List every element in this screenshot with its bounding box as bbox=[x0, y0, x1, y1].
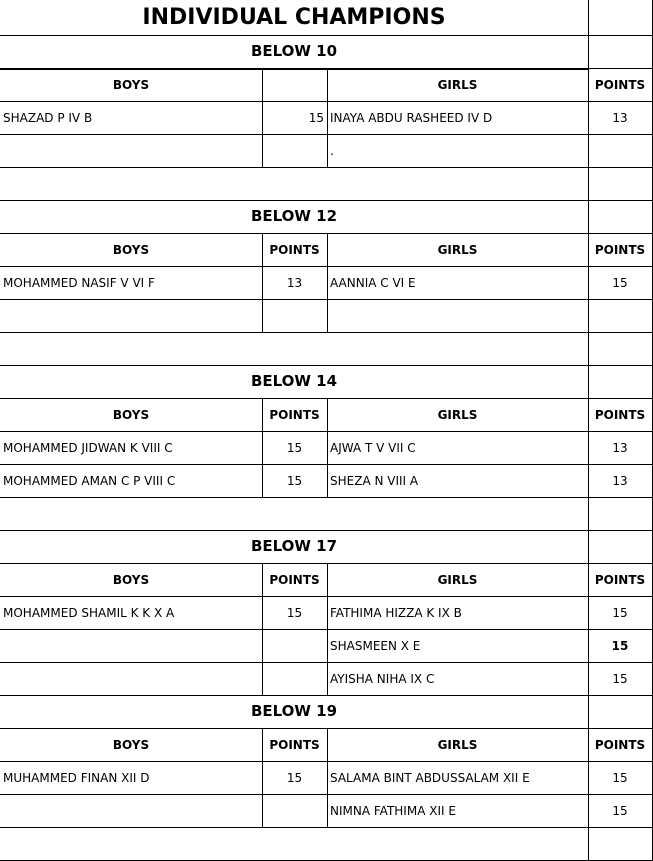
boys-points-header: POINTS bbox=[269, 572, 320, 587]
boy-name bbox=[0, 662, 262, 695]
boys-header: BOYS bbox=[112, 407, 150, 422]
row-divider bbox=[0, 827, 653, 828]
boys-points-header bbox=[262, 68, 327, 101]
boy-points: 15 bbox=[286, 770, 303, 785]
boy-name bbox=[0, 794, 262, 827]
girl-points: 15 bbox=[612, 671, 628, 686]
girl-points: 13 bbox=[612, 473, 628, 488]
boy-name: MOHAMMED NASIF V VI F bbox=[3, 275, 155, 290]
section-label: BELOW 17 bbox=[250, 537, 338, 555]
boy-name: MOHAMMED JIDWAN K VIII C bbox=[3, 440, 173, 455]
girl-name: FATHIMA HIZZA K IX B bbox=[330, 605, 462, 620]
boys-header: BOYS bbox=[112, 242, 150, 257]
girl-name: NIMNA FATHIMA XII E bbox=[330, 803, 456, 818]
boy-points: 15 bbox=[286, 473, 303, 488]
boy-points bbox=[262, 794, 327, 827]
girls-header: GIRLS bbox=[437, 572, 478, 587]
girl-name: SHEZA N VIII A bbox=[330, 473, 419, 488]
girl-points: 13 bbox=[612, 440, 628, 455]
girls-points-header: POINTS bbox=[594, 77, 646, 92]
page-title: INDIVIDUAL CHAMPIONS bbox=[142, 4, 446, 30]
girls-header: GIRLS bbox=[437, 737, 478, 752]
girl-name: AYISHA NIHA IX C bbox=[330, 671, 435, 686]
boys-points-header: POINTS bbox=[269, 737, 320, 752]
girl-points: 15 bbox=[612, 770, 628, 785]
boy-name: MUHAMMED FINAN XII D bbox=[3, 770, 150, 785]
boy-points bbox=[262, 134, 327, 167]
boy-points: 15 bbox=[286, 605, 303, 620]
boy-name: MOHAMMED AMAN C P VIII C bbox=[3, 473, 176, 488]
girl-points: 15 bbox=[611, 638, 629, 653]
row-divider bbox=[0, 497, 653, 498]
boys-header: BOYS bbox=[112, 77, 150, 92]
boy-name bbox=[0, 629, 262, 662]
boys-points-header: POINTS bbox=[269, 242, 320, 257]
girl-name: AANNIA C VI E bbox=[330, 275, 416, 290]
boy-points: 15 bbox=[286, 440, 303, 455]
row-divider bbox=[0, 167, 653, 168]
girl-points: 15 bbox=[612, 275, 628, 290]
girl-name: SHASMEEN X E bbox=[330, 638, 421, 653]
section-label: BELOW 10 bbox=[250, 42, 338, 60]
girls-points-header: POINTS bbox=[594, 572, 646, 587]
girl-name: INAYA ABDU RASHEED IV D bbox=[330, 110, 493, 125]
boy-points bbox=[262, 629, 327, 662]
girl-points: 15 bbox=[612, 803, 628, 818]
girl-name bbox=[327, 299, 588, 332]
section-label: BELOW 14 bbox=[250, 372, 338, 390]
section-label: BELOW 19 bbox=[250, 702, 338, 720]
girl-points bbox=[588, 299, 652, 332]
boy-name: MOHAMMED SHAMIL K K X A bbox=[3, 605, 175, 620]
girls-points-header: POINTS bbox=[594, 242, 646, 257]
boy-points bbox=[262, 299, 327, 332]
girls-points-header: POINTS bbox=[594, 407, 646, 422]
girl-name: . bbox=[330, 143, 334, 158]
girls-points-header: POINTS bbox=[594, 737, 646, 752]
boys-header: BOYS bbox=[112, 737, 150, 752]
girl-name: SALAMA BINT ABDUSSALAM XII E bbox=[330, 770, 530, 785]
girls-header: GIRLS bbox=[437, 242, 478, 257]
girl-points: 13 bbox=[612, 110, 628, 125]
boys-points-header: POINTS bbox=[269, 407, 320, 422]
boy-name: SHAZAD P IV B bbox=[3, 110, 93, 125]
boy-name bbox=[0, 299, 262, 332]
boy-name bbox=[0, 134, 262, 167]
boys-header: BOYS bbox=[112, 572, 150, 587]
boy-points bbox=[262, 662, 327, 695]
boy-points: 15 bbox=[308, 110, 324, 125]
girls-header: GIRLS bbox=[437, 77, 478, 92]
girl-name: AJWA T V VII C bbox=[330, 440, 416, 455]
row-divider bbox=[0, 332, 653, 333]
girls-header: GIRLS bbox=[437, 407, 478, 422]
boy-points: 13 bbox=[286, 275, 303, 290]
section-label: BELOW 12 bbox=[250, 207, 338, 225]
girl-points: 15 bbox=[612, 605, 628, 620]
girl-points bbox=[588, 134, 652, 167]
